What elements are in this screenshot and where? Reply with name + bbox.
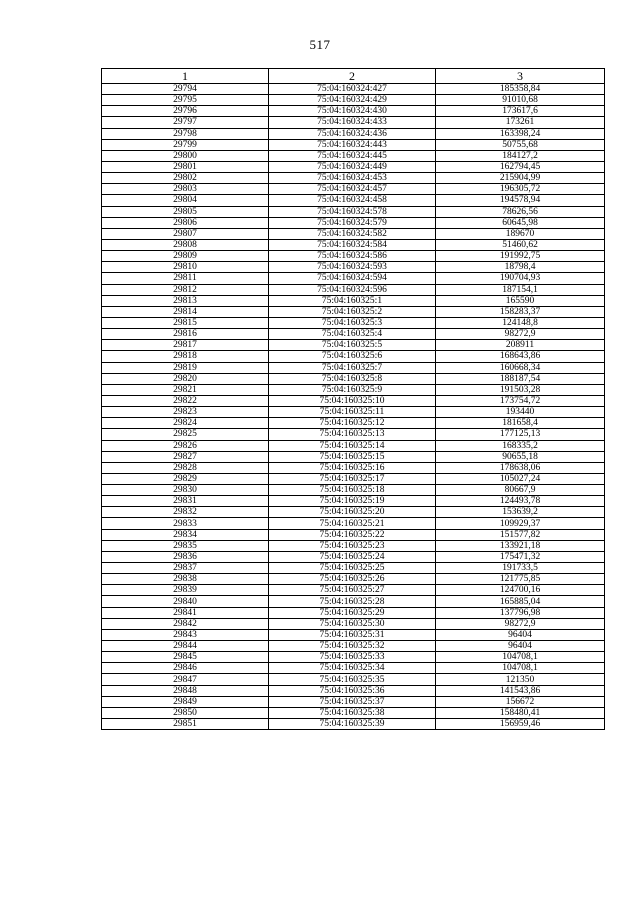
row-number-cell: 29844: [102, 641, 269, 652]
cadastral-number-cell: 75:04:160325:1: [269, 295, 436, 306]
value-cell: 80667,9: [436, 485, 605, 496]
table-row: [102, 540, 605, 551]
table-row: [102, 629, 605, 640]
table-header: [102, 69, 605, 84]
value-cell: 141543,86: [436, 685, 605, 696]
value-cell: 165590: [436, 295, 605, 306]
table-row: [102, 329, 605, 340]
table-row: [102, 596, 605, 607]
table-row: [102, 262, 605, 273]
cadastral-number-cell: 75:04:160325:28: [269, 596, 436, 607]
cadastral-number-cell: 75:04:160324:445: [269, 150, 436, 161]
value-cell: 98272,9: [436, 618, 605, 629]
value-cell: 191733,5: [436, 563, 605, 574]
table-row: [102, 719, 605, 730]
row-number-cell: 29803: [102, 184, 269, 195]
value-cell: 185358,84: [436, 84, 605, 95]
value-cell: 124700,16: [436, 585, 605, 596]
value-cell: 191992,75: [436, 251, 605, 262]
cadastral-number-cell: 75:04:160325:24: [269, 551, 436, 562]
table-row: [102, 585, 605, 596]
table-row: [102, 696, 605, 707]
cadastral-number-cell: 75:04:160325:36: [269, 685, 436, 696]
table-row: [102, 150, 605, 161]
row-number-cell: 29838: [102, 574, 269, 585]
row-number-cell: 29834: [102, 529, 269, 540]
cadastral-number-cell: 75:04:160325:22: [269, 529, 436, 540]
value-cell: 124493,78: [436, 496, 605, 507]
value-cell: 184127,2: [436, 150, 605, 161]
value-cell: 156959,46: [436, 719, 605, 730]
value-cell: 98272,9: [436, 329, 605, 340]
cadastral-number-cell: 75:04:160325:21: [269, 518, 436, 529]
value-cell: 173754,72: [436, 395, 605, 406]
cadastral-number-cell: 75:04:160325:16: [269, 462, 436, 473]
table-row: [102, 518, 605, 529]
value-cell: 158480,41: [436, 707, 605, 718]
row-number-cell: 29821: [102, 384, 269, 395]
row-number-cell: 29796: [102, 106, 269, 117]
cadastral-number-cell: 75:04:160325:34: [269, 663, 436, 674]
cadastral-number-cell: 75:04:160325:29: [269, 607, 436, 618]
value-cell: 165885,04: [436, 596, 605, 607]
column-header-2: 2: [269, 69, 436, 84]
row-number-cell: 29806: [102, 217, 269, 228]
value-cell: 121350: [436, 674, 605, 685]
table-row: [102, 707, 605, 718]
value-cell: 151577,82: [436, 529, 605, 540]
row-number-cell: 29797: [102, 117, 269, 128]
table-row: [102, 184, 605, 195]
value-cell: 190704,93: [436, 273, 605, 284]
row-number-cell: 29819: [102, 362, 269, 373]
table-row: [102, 641, 605, 652]
cadastral-number-cell: 75:04:160325:15: [269, 451, 436, 462]
row-number-cell: 29810: [102, 262, 269, 273]
table-row: [102, 251, 605, 262]
table-row: [102, 440, 605, 451]
table-row: [102, 429, 605, 440]
cadastral-number-cell: 75:04:160324:593: [269, 262, 436, 273]
cadastral-number-cell: 75:04:160324:453: [269, 173, 436, 184]
cadastral-number-cell: 75:04:160324:458: [269, 195, 436, 206]
row-number-cell: 29841: [102, 607, 269, 618]
table-row: [102, 473, 605, 484]
row-number-cell: 29814: [102, 306, 269, 317]
table-row: [102, 451, 605, 462]
row-number-cell: 29809: [102, 251, 269, 262]
value-cell: 104708,1: [436, 652, 605, 663]
row-number-cell: 29822: [102, 395, 269, 406]
value-cell: 109929,37: [436, 518, 605, 529]
row-number-cell: 29818: [102, 351, 269, 362]
row-number-cell: 29825: [102, 429, 269, 440]
column-header-3: 3: [436, 69, 605, 84]
table-row: [102, 462, 605, 473]
value-cell: 133921,18: [436, 540, 605, 551]
table-row: [102, 206, 605, 217]
table-row: [102, 95, 605, 106]
row-number-cell: 29820: [102, 373, 269, 384]
value-cell: 173617,6: [436, 106, 605, 117]
table-row: [102, 239, 605, 250]
table-row: [102, 340, 605, 351]
row-number-cell: 29824: [102, 418, 269, 429]
table-row: [102, 685, 605, 696]
cadastral-number-cell: 75:04:160325:4: [269, 329, 436, 340]
table-row: [102, 273, 605, 284]
table-row: [102, 139, 605, 150]
table-row: [102, 161, 605, 172]
value-cell: 78626,56: [436, 206, 605, 217]
row-number-cell: 29842: [102, 618, 269, 629]
cadastral-number-cell: 75:04:160325:27: [269, 585, 436, 596]
table-row: [102, 228, 605, 239]
row-number-cell: 29833: [102, 518, 269, 529]
cadastral-number-cell: 75:04:160325:11: [269, 407, 436, 418]
cadastral-number-cell: 75:04:160325:10: [269, 395, 436, 406]
table-row: [102, 496, 605, 507]
cadastral-number-cell: 75:04:160325:25: [269, 563, 436, 574]
cadastral-number-cell: 75:04:160325:20: [269, 507, 436, 518]
cadastral-number-cell: 75:04:160324:449: [269, 161, 436, 172]
row-number-cell: 29836: [102, 551, 269, 562]
row-number-cell: 29812: [102, 284, 269, 295]
row-number-cell: 29799: [102, 139, 269, 150]
value-cell: 105027,24: [436, 473, 605, 484]
cadastral-number-cell: 75:04:160325:9: [269, 384, 436, 395]
row-number-cell: 29840: [102, 596, 269, 607]
table-row: [102, 563, 605, 574]
cadastral-number-cell: 75:04:160325:23: [269, 540, 436, 551]
value-cell: 175471,32: [436, 551, 605, 562]
cadastral-number-cell: 75:04:160325:8: [269, 373, 436, 384]
table-row: [102, 128, 605, 139]
cadastral-number-cell: 75:04:160324:457: [269, 184, 436, 195]
value-cell: 96404: [436, 629, 605, 640]
value-cell: 156672: [436, 696, 605, 707]
value-cell: 163398,24: [436, 128, 605, 139]
cadastral-number-cell: 75:04:160324:596: [269, 284, 436, 295]
value-cell: 50755,68: [436, 139, 605, 150]
row-number-cell: 29815: [102, 317, 269, 328]
cadastral-number-cell: 75:04:160324:433: [269, 117, 436, 128]
table-row: [102, 674, 605, 685]
cadastral-number-cell: 75:04:160325:18: [269, 485, 436, 496]
row-number-cell: 29800: [102, 150, 269, 161]
table-row: [102, 551, 605, 562]
value-cell: 137796,98: [436, 607, 605, 618]
row-number-cell: 29801: [102, 161, 269, 172]
cadastral-number-cell: 75:04:160324:430: [269, 106, 436, 117]
cadastral-number-cell: 75:04:160324:582: [269, 228, 436, 239]
cadastral-number-cell: 75:04:160325:3: [269, 317, 436, 328]
row-number-cell: 29839: [102, 585, 269, 596]
row-number-cell: 29826: [102, 440, 269, 451]
cadastral-number-cell: 75:04:160325:5: [269, 340, 436, 351]
value-cell: 90655,18: [436, 451, 605, 462]
row-number-cell: 29845: [102, 652, 269, 663]
table-row: [102, 195, 605, 206]
cadastral-number-cell: 75:04:160325:7: [269, 362, 436, 373]
row-number-cell: 29830: [102, 485, 269, 496]
row-number-cell: 29802: [102, 173, 269, 184]
row-number-cell: 29813: [102, 295, 269, 306]
cadastral-number-cell: 75:04:160324:427: [269, 84, 436, 95]
row-number-cell: 29817: [102, 340, 269, 351]
value-cell: 168643,86: [436, 351, 605, 362]
cadastral-number-cell: 75:04:160325:17: [269, 473, 436, 484]
table-body: [102, 84, 605, 730]
row-number-cell: 29850: [102, 707, 269, 718]
row-number-cell: 29849: [102, 696, 269, 707]
cadastral-number-cell: 75:04:160325:39: [269, 719, 436, 730]
row-number-cell: 29832: [102, 507, 269, 518]
page-number: 517: [309, 37, 331, 52]
cadastral-number-cell: 75:04:160324:578: [269, 206, 436, 217]
table-row: [102, 217, 605, 228]
table-row: [102, 407, 605, 418]
cadastral-number-cell: 75:04:160325:37: [269, 696, 436, 707]
table-row: [102, 117, 605, 128]
table-row: [102, 173, 605, 184]
header-row: [102, 69, 605, 84]
value-cell: 96404: [436, 641, 605, 652]
row-number-cell: 29807: [102, 228, 269, 239]
table-row: [102, 529, 605, 540]
cadastral-number-cell: 75:04:160325:32: [269, 641, 436, 652]
cadastral-number-cell: 75:04:160324:443: [269, 139, 436, 150]
row-number-cell: 29798: [102, 128, 269, 139]
value-cell: 18798,4: [436, 262, 605, 273]
row-number-cell: 29794: [102, 84, 269, 95]
value-cell: 178638,06: [436, 462, 605, 473]
value-cell: 158283,37: [436, 306, 605, 317]
cadastral-number-cell: 75:04:160324:586: [269, 251, 436, 262]
value-cell: 51460,62: [436, 239, 605, 250]
cadastral-number-cell: 75:04:160325:26: [269, 574, 436, 585]
value-cell: 60645,98: [436, 217, 605, 228]
table-row: [102, 284, 605, 295]
value-cell: 188187,54: [436, 373, 605, 384]
cadastral-number-cell: 75:04:160325:31: [269, 629, 436, 640]
column-header-1: 1: [102, 69, 269, 84]
cadastral-number-cell: 75:04:160325:38: [269, 707, 436, 718]
value-cell: 121775,85: [436, 574, 605, 585]
cadastral-number-cell: 75:04:160324:579: [269, 217, 436, 228]
row-number-cell: 29828: [102, 462, 269, 473]
row-number-cell: 29827: [102, 451, 269, 462]
value-cell: 194578,94: [436, 195, 605, 206]
row-number-cell: 29823: [102, 407, 269, 418]
value-cell: 187154,1: [436, 284, 605, 295]
table-row: [102, 351, 605, 362]
value-cell: 168335,2: [436, 440, 605, 451]
value-cell: 173261: [436, 117, 605, 128]
row-number-cell: 29816: [102, 329, 269, 340]
cadastral-number-cell: 75:04:160325:19: [269, 496, 436, 507]
cadastral-number-cell: 75:04:160325:30: [269, 618, 436, 629]
table-row: [102, 395, 605, 406]
value-cell: 196305,72: [436, 184, 605, 195]
table-row: [102, 295, 605, 306]
cadastral-number-cell: 75:04:160325:35: [269, 674, 436, 685]
cadastral-number-cell: 75:04:160325:13: [269, 429, 436, 440]
row-number-cell: 29848: [102, 685, 269, 696]
value-cell: 177125,13: [436, 429, 605, 440]
table-row: [102, 607, 605, 618]
cadastral-number-cell: 75:04:160325:2: [269, 306, 436, 317]
cadastral-number-cell: 75:04:160325:6: [269, 351, 436, 362]
row-number-cell: 29808: [102, 239, 269, 250]
cadastral-number-cell: 75:04:160324:429: [269, 95, 436, 106]
value-cell: 189670: [436, 228, 605, 239]
row-number-cell: 29829: [102, 473, 269, 484]
table-row: [102, 652, 605, 663]
table-row: [102, 574, 605, 585]
row-number-cell: 29846: [102, 663, 269, 674]
table-row: [102, 507, 605, 518]
value-cell: 193440: [436, 407, 605, 418]
row-number-cell: 29805: [102, 206, 269, 217]
value-cell: 153639,2: [436, 507, 605, 518]
table-row: [102, 306, 605, 317]
row-number-cell: 29804: [102, 195, 269, 206]
value-cell: 215904,99: [436, 173, 605, 184]
row-number-cell: 29835: [102, 540, 269, 551]
row-number-cell: 29795: [102, 95, 269, 106]
cadastral-number-cell: 75:04:160324:594: [269, 273, 436, 284]
cadastral-number-cell: 75:04:160324:584: [269, 239, 436, 250]
table-row: [102, 418, 605, 429]
table-row: [102, 106, 605, 117]
row-number-cell: 29837: [102, 563, 269, 574]
row-number-cell: 29847: [102, 674, 269, 685]
row-number-cell: 29851: [102, 719, 269, 730]
cadastral-number-cell: 75:04:160325:33: [269, 652, 436, 663]
value-cell: 208911: [436, 340, 605, 351]
value-cell: 91010,68: [436, 95, 605, 106]
row-number-cell: 29811: [102, 273, 269, 284]
value-cell: 124148,8: [436, 317, 605, 328]
value-cell: 181658,4: [436, 418, 605, 429]
row-number-cell: 29843: [102, 629, 269, 640]
value-cell: 162794,45: [436, 161, 605, 172]
value-cell: 191503,28: [436, 384, 605, 395]
cadastral-number-cell: 75:04:160325:12: [269, 418, 436, 429]
table-row: [102, 317, 605, 328]
row-number-cell: 29831: [102, 496, 269, 507]
value-cell: 104708,1: [436, 663, 605, 674]
table-row: [102, 373, 605, 384]
table-row: [102, 663, 605, 674]
cadastral-number-cell: 75:04:160325:14: [269, 440, 436, 451]
table-row: [102, 384, 605, 395]
table-row: [102, 618, 605, 629]
table-row: [102, 362, 605, 373]
data-table: [101, 68, 605, 730]
value-cell: 160668,34: [436, 362, 605, 373]
table-row: [102, 84, 605, 95]
cadastral-number-cell: 75:04:160324:436: [269, 128, 436, 139]
table-row: [102, 485, 605, 496]
